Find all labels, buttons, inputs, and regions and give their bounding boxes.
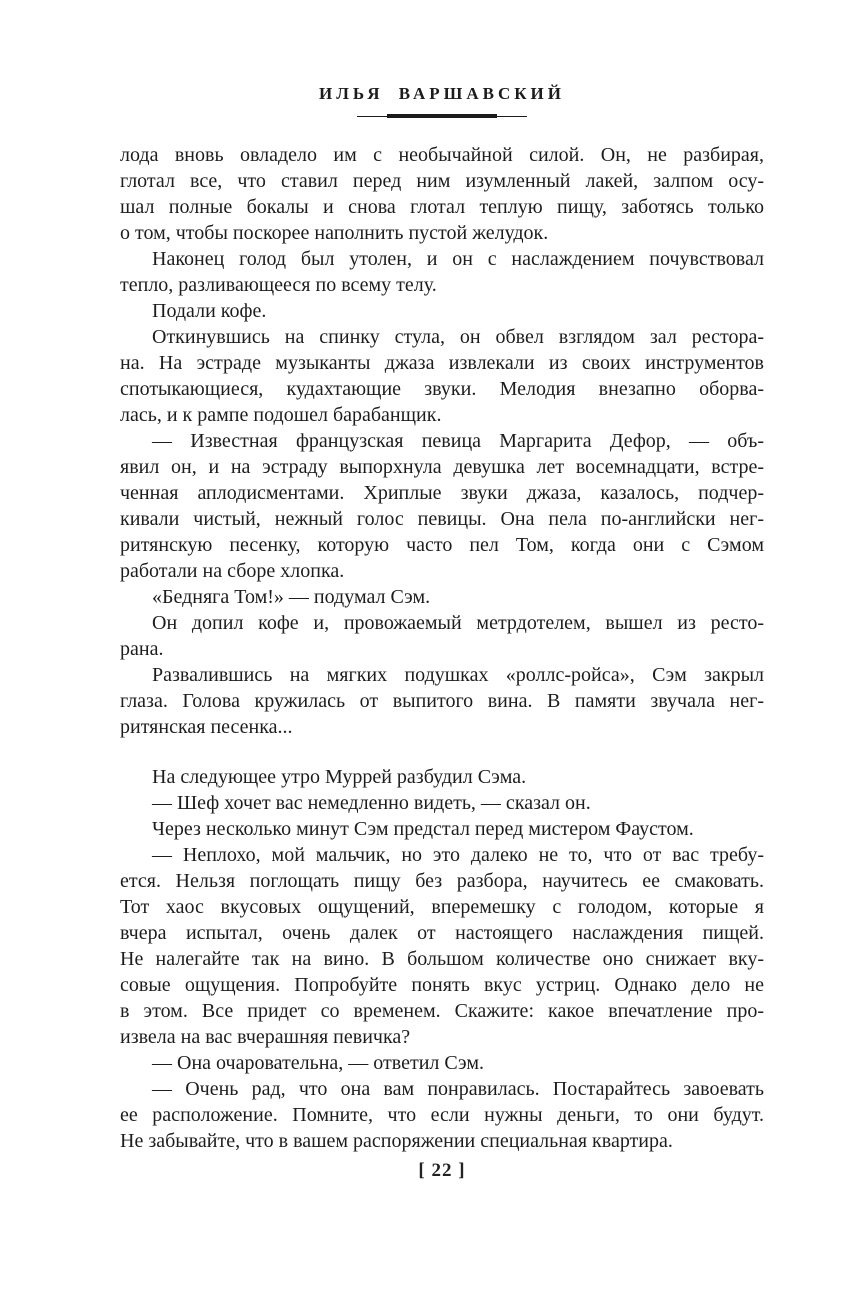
rule-thin-left [357, 116, 387, 117]
text-line: кивали чистый, нежный голос певицы. Она пела по-английски нег- [120, 508, 764, 530]
text-line: спотыкающиеся, кудахтающие звуки. Мелодия внезапно оборва- [120, 378, 764, 400]
page-body [120, 142, 764, 1154]
text-line: вчера испытал, очень далек от настоящего наслаждения пищей. [120, 922, 764, 944]
running-header-author: ИЛЬЯ ВАРШАВСКИЙ [318, 84, 565, 103]
text-line: Откинувшись на спинку стула, он обвел взглядом зал рестора- [152, 326, 764, 348]
text-line: — Очень рад, что она вам понравилась. Постарайтесь завоевать [152, 1078, 764, 1100]
rule-thick-center [387, 114, 497, 118]
text-line: ритянскую песенку, которую часто пел Том, когда они с Сэмом [120, 534, 764, 556]
text-line: ее расположение. Помните, что если нужны деньги, то они будут. [120, 1104, 764, 1126]
text-line: совые ощущения. Попробуйте понять вкус устриц. Однако дело не [120, 974, 764, 996]
text-line: ритянская песенка... [120, 716, 293, 738]
text-line: Через несколько минут Сэм предстал перед мистером Фаустом. [152, 818, 694, 840]
text-line: ченная аплодисментами. Хриплые звуки джаза, казалось, подчер- [120, 482, 764, 504]
text-line: Не забывайте, что в вашем распоряжении специальная квартира. [120, 1130, 673, 1152]
text-line: о том, чтобы поскорее наполнить пустой желудок. [120, 222, 549, 244]
text-line: лода вновь овладело им с необычайной силой. Он, не разбирая, [120, 144, 764, 166]
text-line: — Известная французская певица Маргарита Дефор, — объ- [152, 430, 764, 452]
section-break [120, 740, 764, 764]
text-line: работали на сборе хлопка. [120, 560, 345, 582]
text-line: Тот хаос вкусовых ощущений, вперемешку с голодом, которые я [120, 896, 764, 918]
text-line: Он допил кофе и, провожаемый метрдотелем, вышел из ресто- [152, 612, 764, 634]
page-number: [ 22 ] [418, 1160, 466, 1181]
text-line: на. На эстраде музыканты джаза извлекали из своих инструментов [120, 352, 764, 374]
text-line: — Она очаровательна, — ответил Сэм. [152, 1052, 485, 1074]
text-line: На следующее утро Муррей разбудил Сэма. [152, 766, 527, 788]
text-line: явил он, и на эстраду выпорхнула девушка лет восемнадцати, встре- [120, 456, 764, 478]
text-line: рана. [120, 638, 164, 660]
text-line: глотал все, что ставил перед ним изумленный лакей, залпом осу- [120, 170, 764, 192]
text-line: лась, и к рампе подошел барабанщик. [120, 404, 442, 426]
text-line: тепло, разливающееся по всему телу. [120, 274, 437, 296]
text-line: Подали кофе. [152, 300, 267, 322]
text-line: — Шеф хочет вас немедленно видеть, — сказал он. [152, 792, 591, 814]
text-line: Развалившись на мягких подушках «роллс-ройса», Сэм закрыл [152, 664, 764, 686]
header-ornament-rule [120, 111, 764, 121]
text-line: «Бедняга Том!» — подумал Сэм. [152, 586, 431, 608]
text-line: извела на вас вчерашняя певичка? [120, 1026, 411, 1048]
text-line: Наконец голод был утолен, и он с наслаждением почувствовал [152, 248, 764, 270]
text-line: ется. Нельзя поглощать пищу без разбора, научитесь ее смаковать. [120, 870, 764, 892]
rule-thin-right [497, 116, 527, 117]
text-line: шал полные бокалы и снова глотал теплую пищу, заботясь только [120, 196, 764, 218]
text-line: — Неплохо, мой мальчик, но это далеко не то, что от вас требу- [152, 844, 764, 866]
text-line: в этом. Все придет со временем. Скажите: какое впечатление про- [120, 1000, 764, 1022]
text-line: глаза. Голова кружилась от выпитого вина. В памяти звучала нег- [120, 690, 764, 712]
text-column [120, 0, 764, 1299]
text-line: Не налегайте так на вино. В большом количестве оно снижает вку- [120, 948, 764, 970]
